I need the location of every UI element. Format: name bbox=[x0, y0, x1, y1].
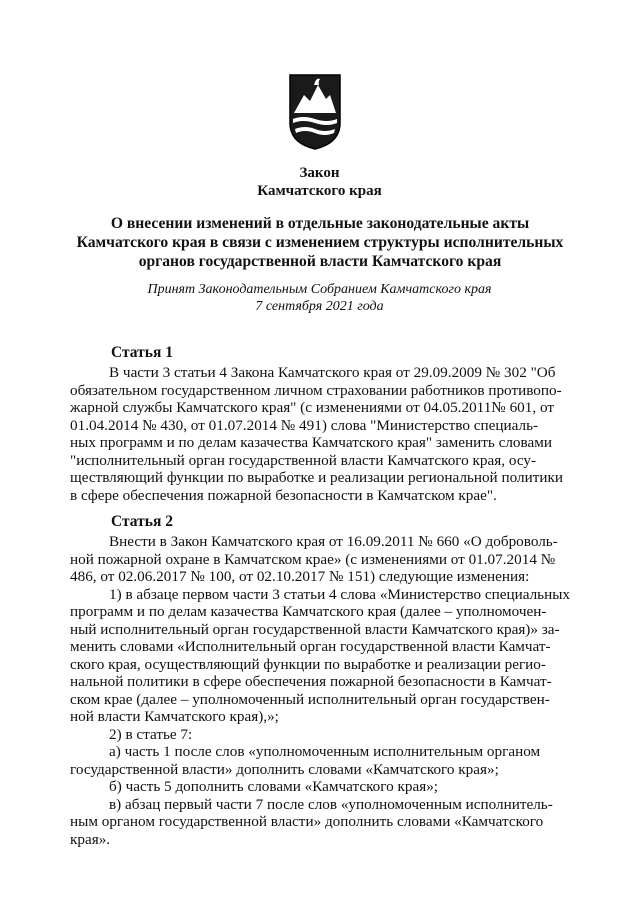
text-line: "исполнительный орган государственной власти Камчатского края, осу- bbox=[70, 451, 537, 469]
text-line: в сфере обеспечения пожарной безопасности в Камчатском крае". bbox=[70, 486, 497, 504]
text-line: ный исполнительный орган государственной власти Камчатского края)» за- bbox=[70, 620, 560, 638]
text-line: обязательном государственном личном страховании работников противопо- bbox=[70, 381, 562, 399]
text-line: ского края, осуществляющий функции по выработке и реализации регио- bbox=[70, 655, 546, 673]
title-line: Камчатского края в связи с изменением структуры исполнительных bbox=[76, 234, 564, 251]
article-1-text bbox=[70, 364, 563, 504]
text-line: ском крае (далее – уполномоченный исполнительный орган государствен- bbox=[70, 690, 550, 708]
text-line: ных программ и по делам казачества Камчатского края" заменить словами bbox=[70, 434, 552, 451]
article-1-heading: Статья 1 bbox=[111, 344, 173, 361]
kamchatka-coat-of-arms-icon bbox=[288, 73, 342, 151]
adoption-date: 7 сентября 2021 года bbox=[255, 299, 384, 314]
text-line: ществляющий функции по выработке и реализации региональной политики bbox=[70, 469, 563, 486]
text-line: В части 3 статьи 4 Закона Камчатского края от 29.09.2009 № 302 "Об bbox=[109, 364, 556, 381]
text-line: а) часть 1 после слов «уполномоченным исполнительным органом bbox=[109, 743, 541, 760]
title-line: органов государственной власти Камчатского края bbox=[138, 253, 502, 270]
law-word: Закон bbox=[299, 165, 340, 181]
text-line: 1) в абзаце первом части 3 статьи 4 слова «Министерство специальных bbox=[109, 585, 571, 603]
text-line: 01.04.2014 № 430, от 01.07.2014 № 491) слова "Министерство специаль- bbox=[70, 416, 539, 434]
text-line: менить словами «Исполнительный орган государственной власти Камчат- bbox=[70, 638, 551, 655]
text-line: программ и по делам казачества Камчатского края (далее – уполномочен- bbox=[70, 603, 547, 620]
article-2-text bbox=[70, 533, 571, 848]
law-region: Камчатского края bbox=[257, 183, 382, 199]
text-line: края». bbox=[70, 830, 111, 848]
article-2-heading: Статья 2 bbox=[111, 513, 173, 530]
adoption-note bbox=[0, 281, 639, 315]
text-line: в) абзац первый части 7 после слов «уполномоченным исполнитель- bbox=[109, 795, 553, 813]
text-line: ным органом государственной власти» дополнить словами «Камчатского bbox=[70, 813, 544, 830]
adoption-body: Принят Законодательным Собранием Камчатского края bbox=[147, 282, 492, 297]
law-title bbox=[70, 214, 570, 271]
text-line: 2) в статье 7: bbox=[109, 725, 193, 743]
text-line: государственной власти» дополнить словами «Камчатского края»; bbox=[70, 760, 499, 778]
text-line: б) часть 5 дополнить словами «Камчатского края»; bbox=[109, 778, 439, 795]
text-line: ной власти Камчатского края),»; bbox=[70, 708, 279, 725]
text-line: нальной политики в сфере обеспечения пожарной безопасности в Камчат- bbox=[70, 673, 552, 690]
text-line: жарной службы Камчатского края" (с изменениями от 04.05.2011№ 601, от bbox=[70, 399, 554, 416]
text-line: 486, от 02.06.2017 № 100, от 02.10.2017 № 151) следующие изменения: bbox=[70, 568, 530, 585]
text-line: ной пожарной охране в Камчатском крае» (с изменениями от 01.07.2014 № bbox=[70, 550, 556, 568]
title-line: О внесении изменений в отдельные законодательные акты bbox=[110, 215, 530, 232]
text-line: Внести в Закон Камчатского края от 16.09.2011 № 660 «О доброволь- bbox=[109, 533, 558, 550]
